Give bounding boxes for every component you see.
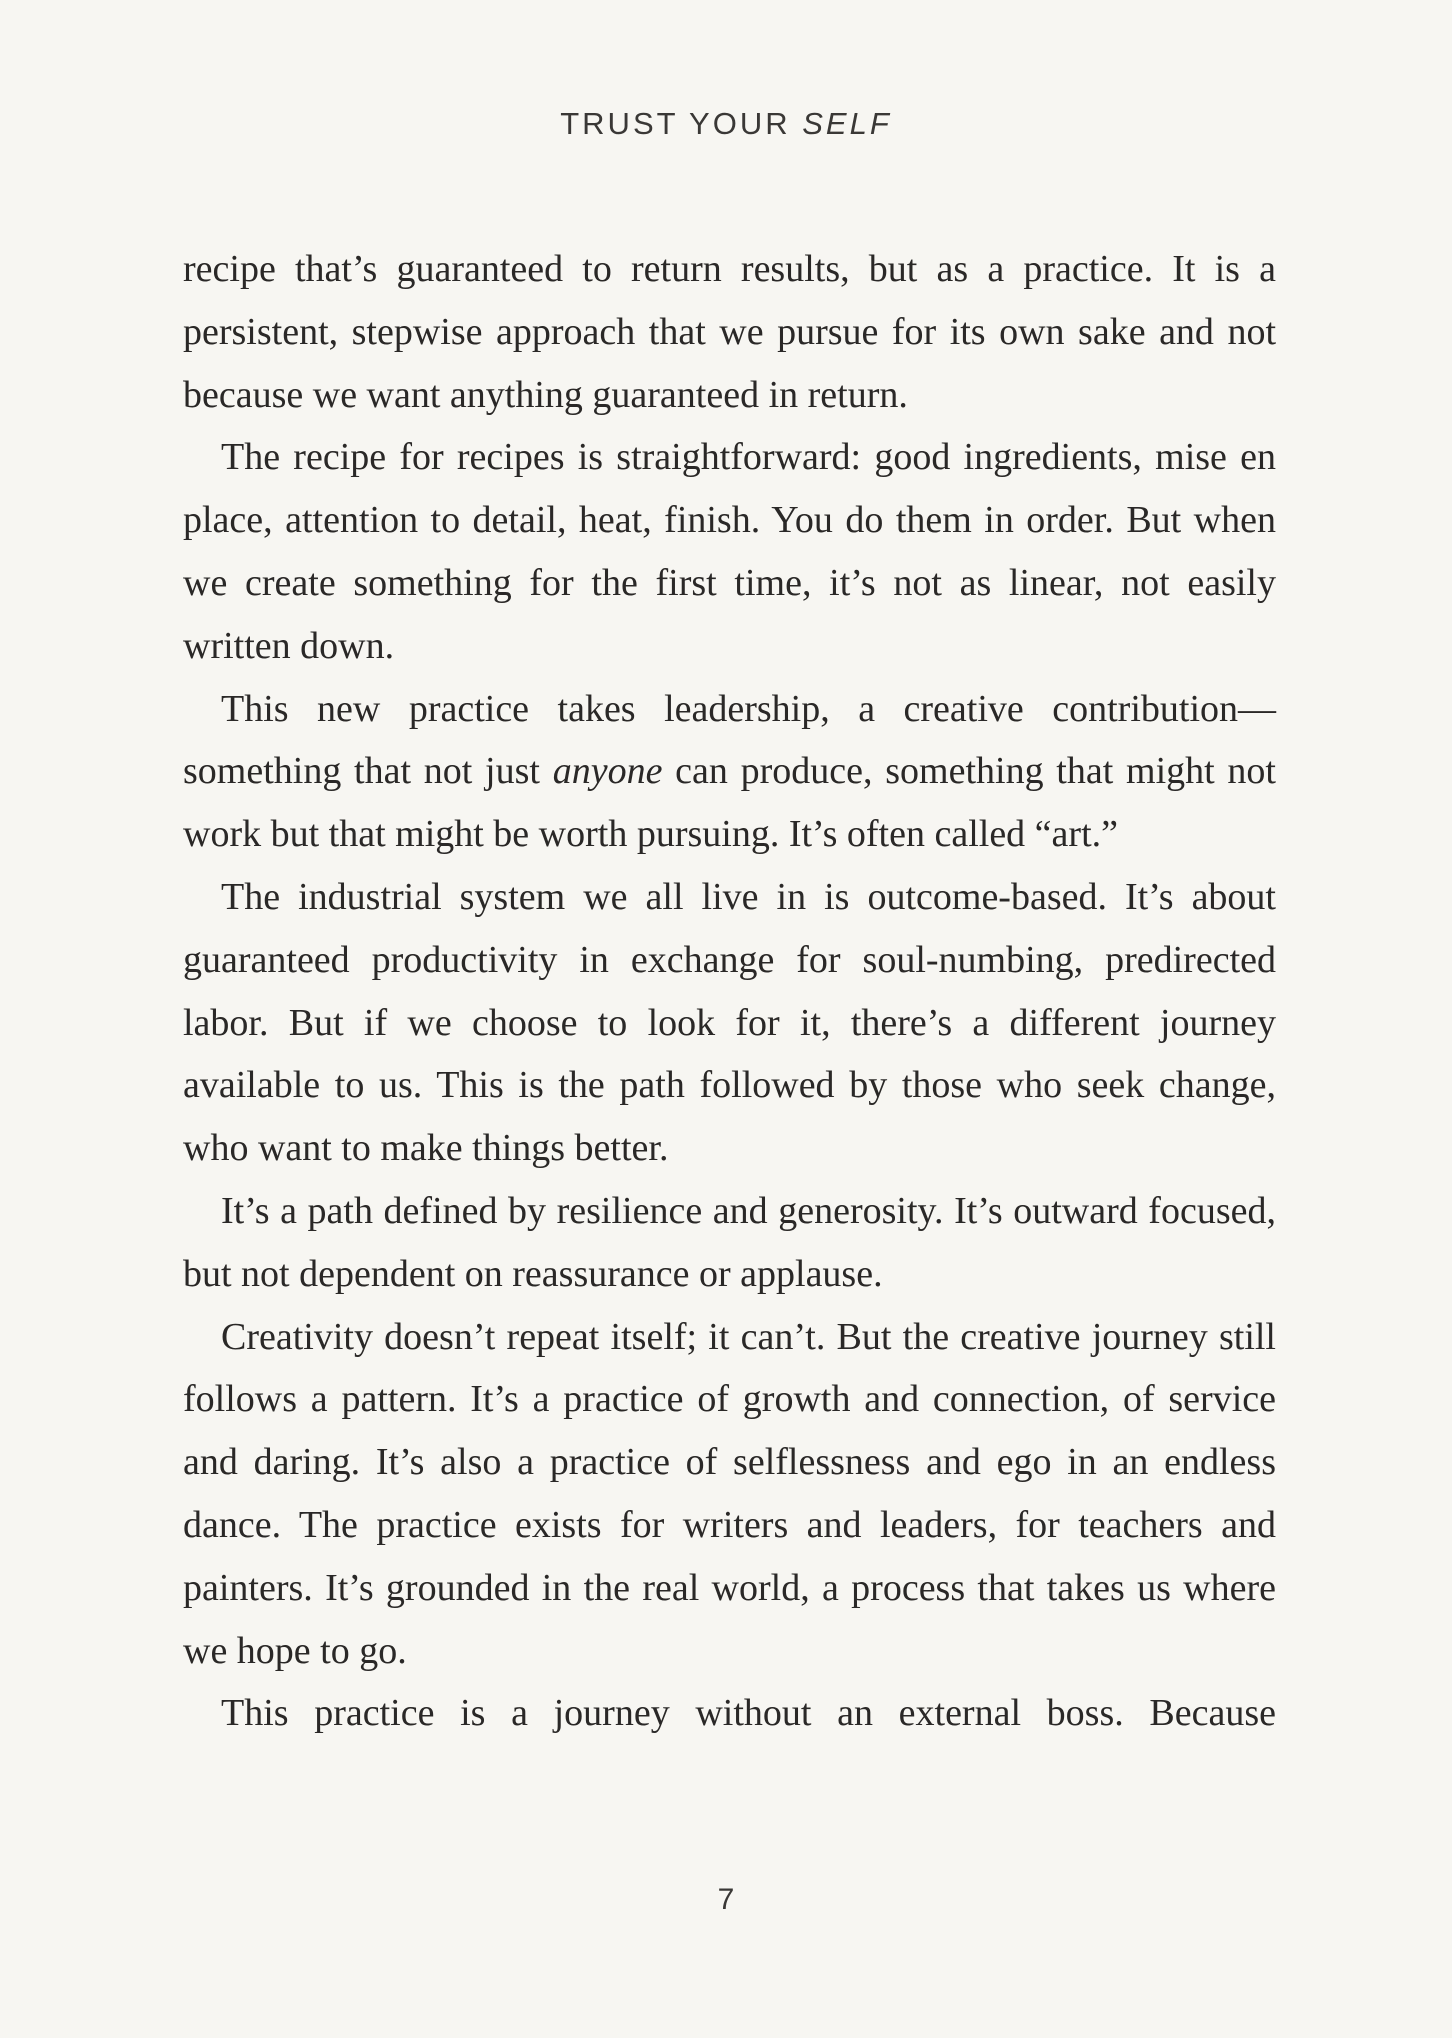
page-number: 7 <box>717 1883 735 1916</box>
paragraph-7: This practice is a journey without an external boss. Because <box>221 1692 1276 1735</box>
paragraph-2: The recipe for recipes is straightforward: good ingredients, mise en place, attention to detail, heat, finish. You do them in order. But when we create something for the first time, it’s not as linear, not easily written down. <box>183 436 1276 667</box>
body-text <box>183 238 1276 1745</box>
running-header <box>0 106 1452 142</box>
paragraph-3-emphasis: anyone <box>552 750 663 793</box>
paragraph-6: Creativity doesn’t repeat itself; it can’t. But the creative journey still follows a pattern. It’s a practice of growth and connection, of service and daring. It’s also a practice of selflessness and ego in an endless dance. The practice exists for writers and leaders, for teachers and painters. It’s grounded in the real world, a process that takes us where we hope to go. <box>183 1315 1276 1672</box>
running-header-title-italic: SELF <box>802 106 892 141</box>
paragraph-4: The industrial system we all live in is outcome-based. It’s about guaranteed productivity in exchange for soul-numbing, predirected labor. But if we choose to look for it, there’s a different journey available to us. This is the path followed by those who seek change, who want to make things better. <box>183 875 1276 1170</box>
paragraph-1: recipe that’s guaranteed to return results, but as a practice. It is a persistent, stepwise approach that we pursue for its own sake and not because we want anything guaranteed in return. <box>183 248 1276 416</box>
running-header-title: TRUST YOUR <box>560 106 803 141</box>
paragraph-3-text-before: This new practice takes leadership, a creative contribution— something that not just <box>183 687 1276 793</box>
paragraph-5: It’s a path defined by resilience and generosity. It’s outward focused, but not dependent on reassurance or applause. <box>183 1189 1276 1295</box>
paragraph-3-text-after: can produce, something that might not work but that might be worth pursuing. It’s often called “art.” <box>183 750 1276 856</box>
paragraph-3 <box>183 678 1276 866</box>
